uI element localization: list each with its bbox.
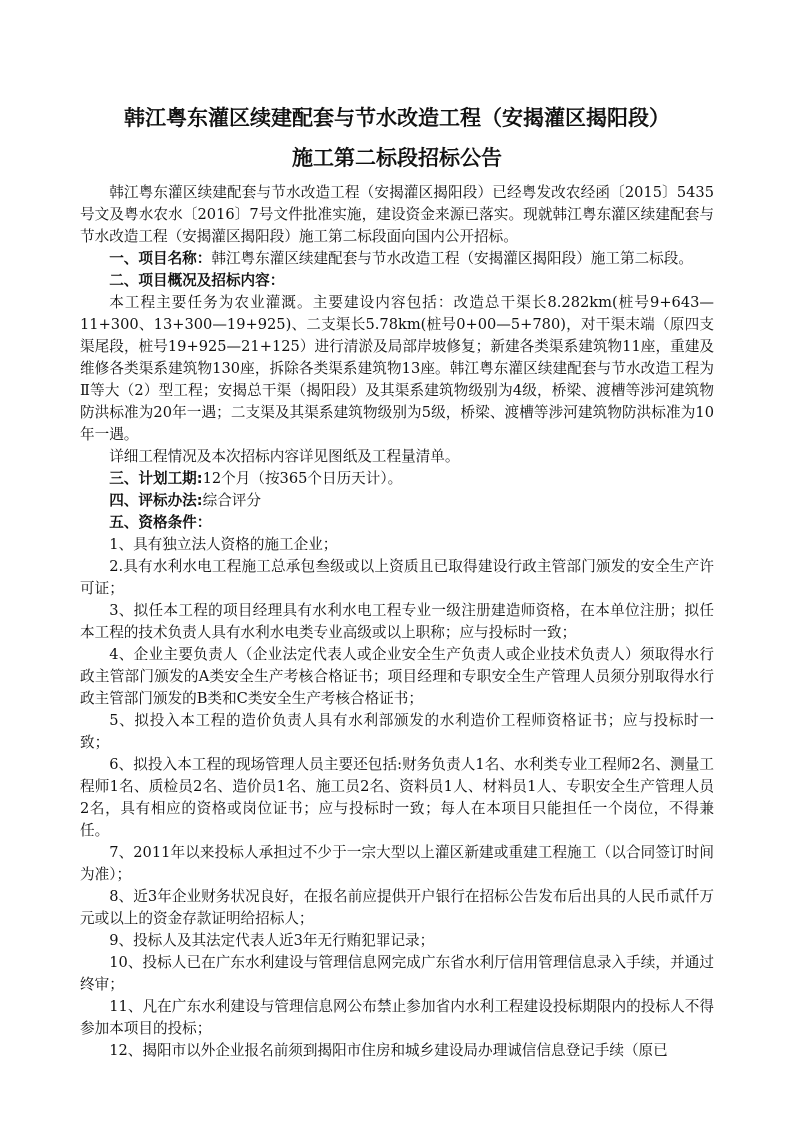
section-text: 韩江粤东灌区续建配套与节水改造工程（安揭灌区揭阳段）施工第二标段。 bbox=[211, 250, 693, 267]
qualification-item: 10、投标人已在广东水利建设与管理信息网完成广东省水利厅信用管理信息录入手续，并通过终审； bbox=[80, 954, 714, 993]
qualification-item: 4、企业主要负责人（企业法定代表人或企业安全生产负责人或企业技术负责人）须取得水行政主管部门颁发的A类安全生产考核合格证书；项目经理和专职安全生产管理人员须分别取得水行政主管部门颁发的B类和C类安全生产考核合格证书； bbox=[80, 646, 714, 707]
section-overview-body: 本工程主要任务为农业灌溉。主要建设内容包括：改造总干渠长8.282km(桩号9+643—11+300、13+300—19+925)、二支渠长5.78km(桩号0+00—5+780)，对干渠末端（原四支渠尾段，桩号19+925—21+125）进行清淤及局部岸坡修复；新建各类渠系建筑物11座，重建及维修各类渠系建筑物130座，拆除各类渠系建筑物13座。韩江粤东灌区续建配套与节水改造工程为Ⅱ等大（2）型工程；安揭总干渠（揭阳段）及其渠系建筑物级别为4级，桥梁、渡槽等涉河建筑物防洪标准为20年一遇；二支渠及其渠系建筑物级别为5级，桥梁、渡槽等涉河建筑物防洪标准为10年一遇。 bbox=[80, 294, 714, 443]
qualification-item: 6、拟投入本工程的现场管理人员主要还包括:财务负责人1名、水利类专业工程师2名、测量工程师1名、质检员2名、造价员1名、施工员2名、资料员1人、材料员1人、专职安全生产管理人员2名，具有相应的资格或岗位证书；应与投标时一致；每人在本项目只能担任一个岗位，不得兼任。 bbox=[80, 756, 714, 839]
qualification-item: 11、凡在广东水利建设与管理信息网公布禁止参加省内水利工程建设投标期限内的投标人不得参加本项目的投标； bbox=[80, 998, 714, 1037]
section-qualification-heading bbox=[80, 512, 714, 534]
section-project-name bbox=[80, 248, 714, 270]
section-heading: 四、评标办法: bbox=[109, 492, 203, 509]
intro-paragraph: 韩江粤东灌区续建配套与节水改造工程（安揭灌区揭阳段）已经粤发改农经函〔2015〕5435号文及粤水农水〔2016〕7号文件批准实施，建设资金来源已落实。现就韩江粤东灌区续建配套与节水改造工程（安揭灌区揭阳段）施工第二标段面向国内公开招标。 bbox=[80, 184, 714, 245]
section-text: 12个月（按365个日历天计）。 bbox=[202, 470, 403, 487]
section-heading: 二、项目概况及招标内容： bbox=[109, 272, 285, 289]
qualification-item: 2.具有水利水电工程施工总承包叁级或以上资质且已取得建设行政主管部门颁发的安全生产许可证； bbox=[80, 558, 714, 597]
section-heading: 一、项目名称： bbox=[109, 250, 212, 267]
qualification-item: 1、具有独立法人资格的施工企业； bbox=[109, 536, 338, 553]
qualification-item: 8、近3年企业财务状况良好，在报名前应提供开户银行在招标公告发布后出具的人民币贰仟万元或以上的资金存款证明给招标人； bbox=[80, 888, 714, 927]
section-schedule bbox=[80, 468, 714, 490]
qualification-item: 7、2011年以来投标人承担过不少于一宗大型以上灌区新建或重建工程施工（以合同签订时间为准）； bbox=[80, 844, 714, 883]
qualification-item: 9、投标人及其法定代表人近3年无行贿犯罪记录； bbox=[109, 932, 435, 949]
section-heading: 三、计划工期: bbox=[109, 470, 203, 487]
qualification-item: 12、揭阳市以外企业报名前须到揭阳市住房和城乡建设局办理诚信信息登记手续（原已 bbox=[109, 1042, 668, 1059]
document-subtitle: 施工第二标段招标公告 bbox=[292, 146, 502, 170]
section-heading: 五、资格条件： bbox=[109, 514, 212, 531]
qualification-item: 3、拟任本工程的项目经理具有水利水电工程专业一级注册建造师资格，在本单位注册；拟任本工程的技术负责人具有水利水电类专业高级或以上职称；应与投标时一致； bbox=[80, 602, 714, 641]
section-overview-heading bbox=[80, 270, 714, 292]
section-text: 综合评分 bbox=[202, 492, 261, 509]
qualification-item: 5、拟投入本工程的造价负责人具有水利部颁发的水利造价工程师资格证书；应与投标时一致； bbox=[80, 712, 714, 751]
section-evaluation bbox=[80, 490, 714, 512]
section-overview-detail: 详细工程情况及本次招标内容详见图纸及工程量清单。 bbox=[109, 448, 460, 465]
document-title: 韩江粤东灌区续建配套与节水改造工程（安揭灌区揭阳段） bbox=[124, 106, 670, 130]
document-content bbox=[80, 98, 714, 1062]
